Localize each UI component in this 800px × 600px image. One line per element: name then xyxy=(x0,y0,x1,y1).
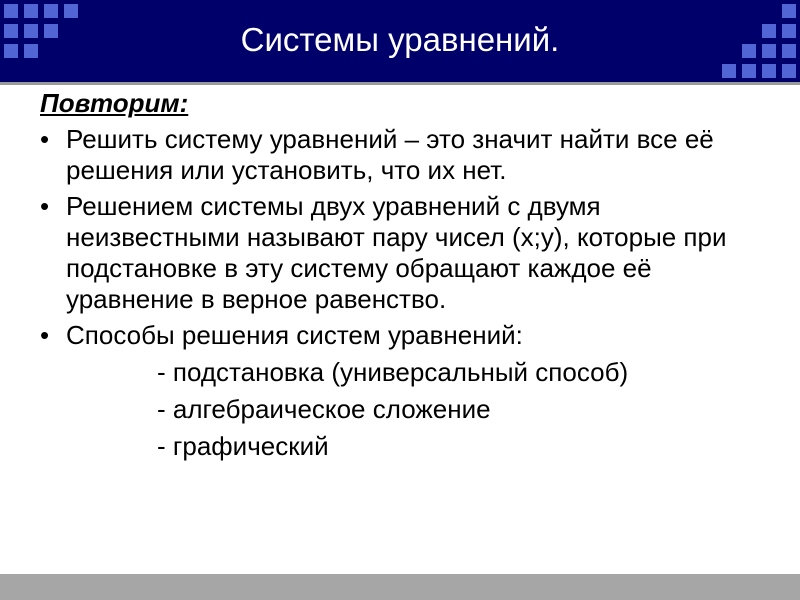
bullet-item xyxy=(40,191,770,315)
decor-square xyxy=(64,4,78,18)
decor-square xyxy=(4,4,18,18)
decor-square xyxy=(742,64,756,78)
method-item: - подстановка (универсальный способ) xyxy=(157,357,629,387)
bullet-text: Способы решения систем уравнений: xyxy=(66,320,523,350)
header-divider xyxy=(0,82,800,85)
slide-title: Системы уравнений. xyxy=(240,21,560,58)
bullet-dot-icon: • xyxy=(40,320,50,350)
decor-square xyxy=(24,4,38,18)
slide-body xyxy=(40,88,770,462)
decor-square xyxy=(782,4,796,18)
bullet-item xyxy=(40,124,770,186)
bullet-item xyxy=(40,320,770,351)
decor-square xyxy=(782,64,796,78)
method-item: - алгебраическое сложение xyxy=(157,394,491,424)
decor-square xyxy=(722,64,736,78)
decor-square xyxy=(762,64,776,78)
method-item: - графический xyxy=(157,431,329,461)
slide-subtitle: Повторим: xyxy=(40,88,189,118)
bullet-dot-icon: • xyxy=(40,191,50,221)
bullet-dot-icon: • xyxy=(40,124,50,154)
decor-square xyxy=(44,4,58,18)
bullet-text: Решением системы двух уравнений с двумя неизвестными называют пару чисел (х;у), которые при подстановке в эту систему обращают каждое её уравнение в верное равенство. xyxy=(66,191,727,314)
footer-bar xyxy=(0,574,800,600)
bullet-text: Решить систему уравнений – это значит найти все её решения или установить, что их нет. xyxy=(66,124,714,185)
slide-header xyxy=(0,0,800,82)
